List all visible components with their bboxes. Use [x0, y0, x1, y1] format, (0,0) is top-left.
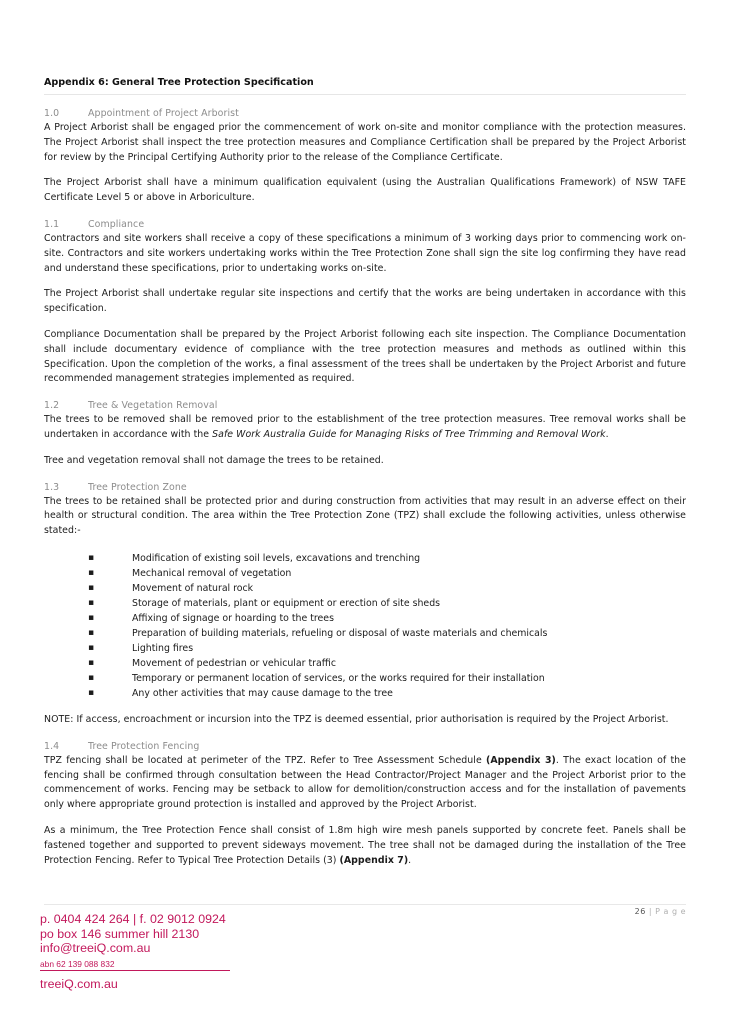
list-item: ▪ Storage of materials, plant or equipment or erection of site sheds: [88, 597, 441, 609]
bullet-icon: ▪: [88, 672, 95, 683]
section-number: 1.0: [44, 108, 60, 119]
bullet-icon: ▪: [88, 642, 95, 653]
note-paragraph: NOTE: If access, encroachment or incursion into the TPZ is deemed essential, prior authorisation is required by the Project Arborist.: [44, 713, 669, 725]
paragraph-text: .: [605, 428, 609, 440]
section-heading-1-4: [44, 741, 686, 753]
paragraph: The trees to be retained shall be protected prior and during construction from activities that may result in an adverse effect on their health or structural condition. The area within the Tree Protection Zone (TPZ) shall exclude the following activities, unless otherwise stated:-: [44, 495, 686, 537]
section-heading-1-2: [44, 400, 686, 412]
appendix-reference: (Appendix 3): [486, 754, 556, 766]
list-item: ▪ Movement of pedestrian or vehicular traffic: [88, 657, 336, 669]
section-number: 1.4: [44, 740, 60, 752]
document-body: [44, 76, 686, 868]
bullet-icon: ▪: [88, 612, 95, 623]
bullet-icon: ▪: [88, 582, 95, 593]
paragraph: Compliance Documentation shall be prepared by the Project Arborist following each site inspection. The Compliance Documentation shall include documentary evidence of compliance with the tree protection measures and methods as outlined within this Specification. Upon the completion of the works, a final assessment of the trees shall be undertaken by the Project Arborist and future recommended management strategies implemented as required.: [44, 328, 686, 385]
section-title: Tree Protection Fencing: [88, 740, 200, 752]
bullet-icon: ▪: [88, 657, 95, 668]
footer-divider: [44, 904, 686, 905]
list-item: ▪ Modification of existing soil levels, excavations and trenching: [88, 552, 421, 564]
section-heading-1-0: [44, 108, 686, 120]
guide-title: Safe Work Australia Guide for Managing Risks of Tree Trimming and Removal Work: [212, 428, 606, 440]
bullet-icon: ▪: [88, 687, 95, 698]
list-item: ▪ Any other activities that may cause damage to the tree: [88, 687, 393, 699]
section-heading-1-3: [44, 482, 686, 494]
section-number: 1.3: [44, 481, 60, 493]
contact-divider: [40, 970, 230, 971]
section-title: Appointment of Project Arborist: [88, 108, 239, 119]
paragraph: The Project Arborist shall have a minimum qualification equivalent (using the Australian Qualifications Framework) of NSW TAFE Certificate Level 5 or above in Arboriculture.: [44, 177, 686, 204]
list-item: ▪ Mechanical removal of vegetation: [88, 567, 292, 579]
page-label: P a g e: [655, 907, 686, 916]
bullet-icon: ▪: [88, 552, 95, 563]
paragraph: [44, 413, 686, 443]
list-item: ▪ Temporary or permanent location of services, or the works required for their installation: [88, 672, 545, 684]
paragraph: A Project Arborist shall be engaged prior the commencement of work on-site and monitor compliance with the protection measures. The Project Arborist shall inspect the tree protection measures and Compliance Certification shall be prepared by the Project Arborist for review by the Principal Certifying Authority prior to the release of the Compliance Certificate.: [44, 122, 686, 163]
section-heading-1-1: [44, 219, 686, 231]
list-item: ▪ Lighting fires: [88, 642, 194, 654]
list-item: ▪ Movement of natural rock: [88, 582, 254, 594]
list-item: ▪ Preparation of building materials, refueling or disposal of waste materials and chemicals: [88, 627, 548, 639]
list-item: ▪ Affixing of signage or hoarding to the trees: [88, 612, 334, 624]
abn-number: abn 62 139 088 832: [40, 958, 115, 969]
paragraph: Contractors and site workers shall receive a copy of these specifications a minimum of 3 working days prior to commencing work on-site. Contractors and site workers undertaking works within the Tree Protection Zone shall sign the site log confirming they have read and understand these specifications, prior to undertaking works on-site.: [44, 232, 686, 274]
paragraph-text: The trees to be removed shall be removed prior to the establishment of the tree protection measures. Tree removal works shall be undertaken in accordance with the: [44, 414, 686, 440]
excluded-activities-list: [44, 551, 686, 701]
paragraph: As a minimum, the Tree Protection Fence shall consist of 1.8m high wire mesh panels supported by concrete feet. Panels shall be fastened together and supported to prevent sideways movement. The tree shall not be damaged during the installation of the Tree Protection Fencing. Refer to Typical Tree Protection Details (3) (Appendix 7).: [44, 824, 686, 866]
section-number: 1.1: [44, 218, 60, 230]
website-link[interactable]: treeiQ.com.au: [40, 977, 118, 991]
page-number: 26 | P a g e: [634, 907, 686, 916]
section-title: Tree & Vegetation Removal: [88, 400, 218, 412]
appendix-title: Appendix 6: General Tree Protection Specification: [44, 76, 686, 95]
section-title: Tree Protection Zone: [88, 481, 187, 493]
postal-address: po box 146 summer hill 2130: [40, 926, 200, 941]
bullet-icon: ▪: [88, 567, 95, 578]
bullet-icon: ▪: [88, 627, 95, 638]
section-number: 1.2: [44, 400, 60, 412]
email-link[interactable]: info@treeiQ.com.au: [40, 941, 151, 955]
appendix-reference: (Appendix 7): [339, 854, 409, 866]
phone-fax: p. 0404 424 264 | f. 02 9012 0924: [40, 912, 226, 926]
paragraph: The Project Arborist shall undertake regular site inspections and certify that the works are being undertaken in accordance with this specification.: [44, 288, 686, 315]
paragraph: TPZ fencing shall be located at perimeter of the TPZ. Refer to Tree Assessment Schedule (Appendix 3). The exact location of the fencing shall be confirmed through consultation between the Head Contractor/Project Manager and the Project Arborist prior to the commencement of works. Fencing may be setback to allow for demolition/construction access and for the installation of pavements only where appropriate ground protection is installed and approved by the Project Arborist.: [44, 754, 686, 811]
bullet-icon: ▪: [88, 597, 95, 608]
contact-block: [40, 912, 226, 972]
section-title: Compliance: [88, 218, 145, 230]
paragraph: Tree and vegetation removal shall not damage the trees to be retained.: [44, 454, 384, 466]
